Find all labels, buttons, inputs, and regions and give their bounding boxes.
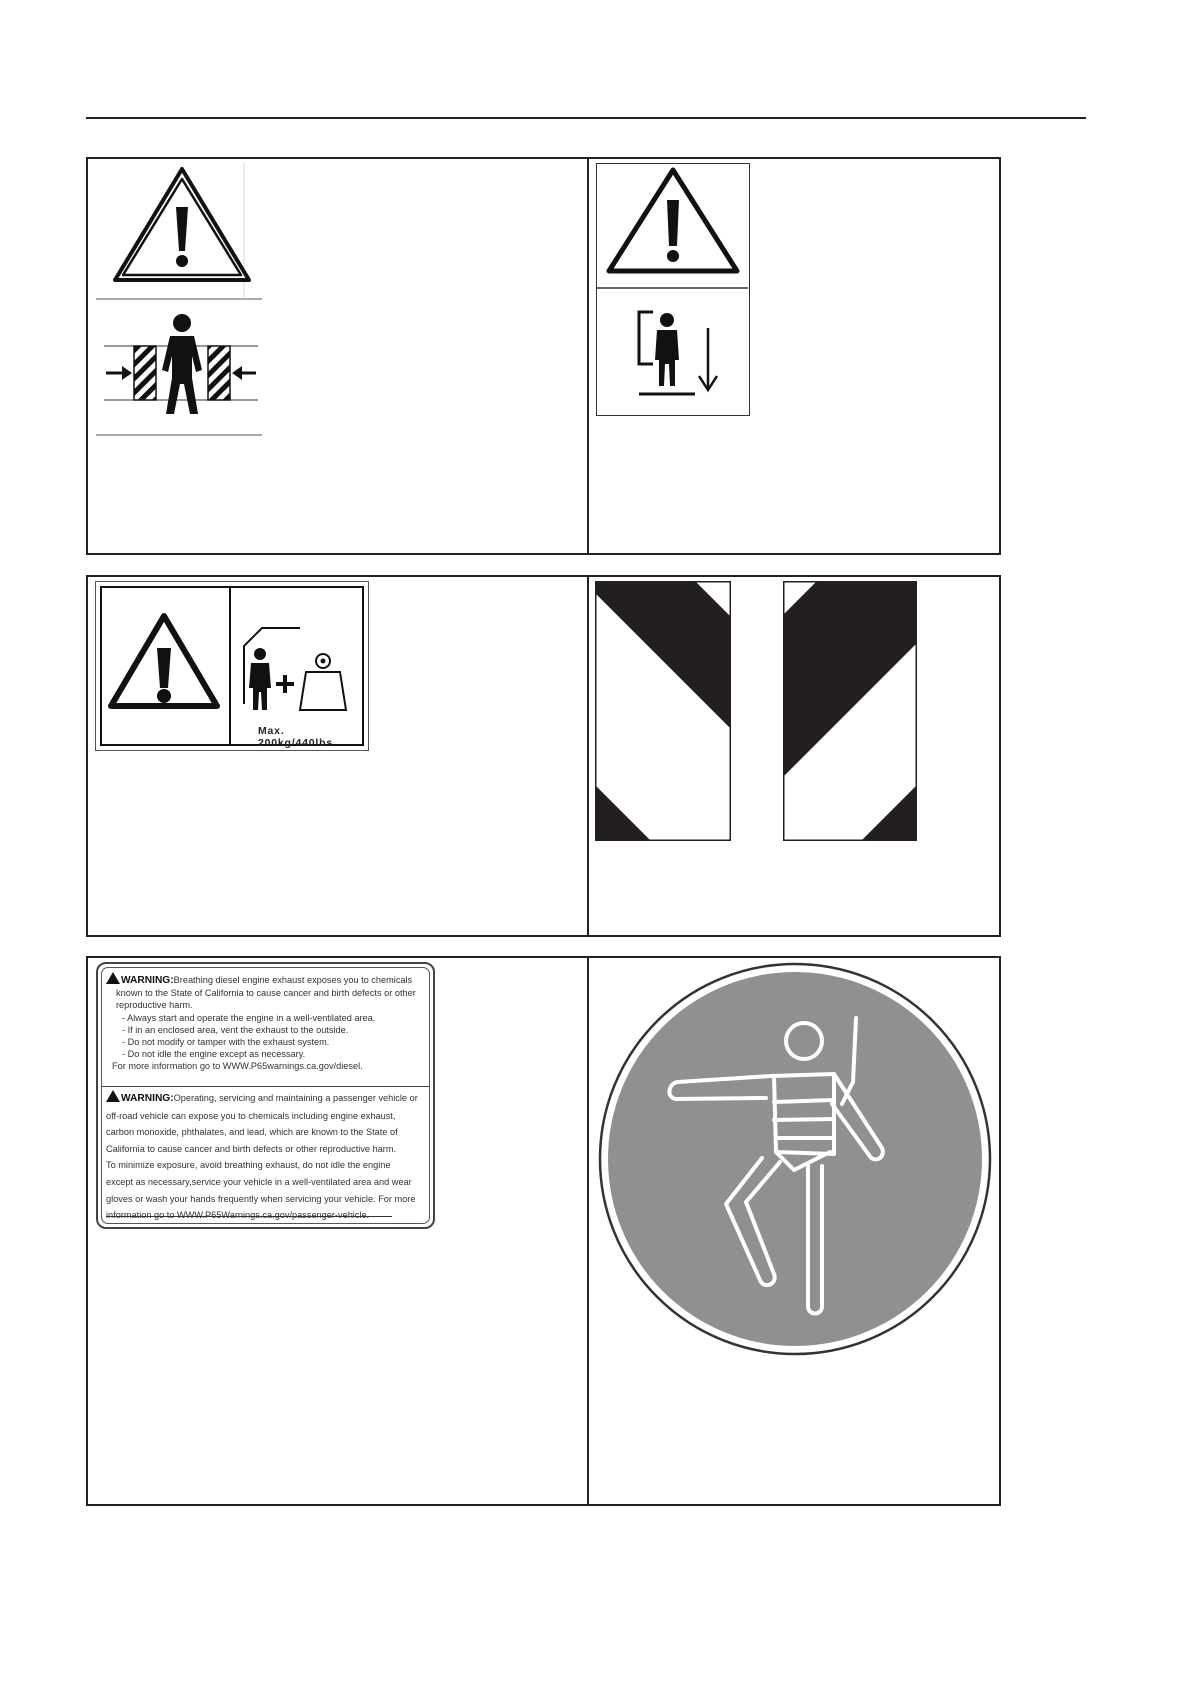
load-capacity-label: Max. 200kg/440lbs (258, 725, 333, 749)
fall-hazard-icon (639, 312, 717, 394)
diesel-exhaust-warning: WARNING:Breathing diesel engine exhaust exposes you to chemicals known to the State of California to cause cancer and birth defects or other reproductive harm. - Always start and operate the engine in a well-ventilated area. - If in an enclosed area, vent the exhaust to the outside. - Do not modify or tamper with the exhaust system. - Do not idle the engine except as necessary. For more information go to WWW.P65warnings.ca.gov/diesel. (106, 972, 425, 1084)
panel-divider (587, 577, 589, 935)
fall-hazard-decal (596, 163, 750, 416)
person-plus-load-icon (244, 628, 346, 710)
warning-triangle-icon (106, 1090, 120, 1102)
panel-divider (587, 159, 589, 553)
hazard-stripe-panel-right (783, 581, 917, 841)
crush-hazard-icon (96, 300, 262, 436)
warning-triangle-icon (106, 972, 120, 984)
prop65-warning-decal (96, 962, 435, 1229)
passenger-vehicle-warning: WARNING:Operating, servicing and maintaining a passenger vehicle or off-road vehicle can expose you to chemicals including engine exhaust, carbon monoxide, phthalates, and lead, which are known to the State of California to cause cancer and birth defects or other reproductive harm. To minimize exposure, avoid breathing exhaust, do not idle the engine except as necessary,service your vehicle in a well-ventilated area and wear gloves or wash your hands frequently when servicing your vehicle. For more (106, 1090, 425, 1224)
panel-divider (587, 958, 589, 1504)
list-item: - Do not idle the engine except as necessary. (122, 1049, 306, 1060)
load-capacity-decal (95, 581, 369, 751)
header-rule (86, 117, 1086, 119)
decal-underline (106, 1216, 392, 1217)
list-item: - If in an enclosed area, vent the exhaust to the outside. (122, 1024, 349, 1035)
hazard-stripe-panel-left (595, 581, 731, 841)
warning-triangle-icon (111, 616, 217, 706)
list-item: - Do not modify or tamper with the exhaust system. (122, 1037, 330, 1048)
list-item: - Always start and operate the engine in a well-ventilated area. (122, 1012, 376, 1023)
safety-harness-sign (594, 962, 996, 1356)
safety-harness-icon (594, 962, 996, 1356)
section-divider (102, 1086, 429, 1087)
